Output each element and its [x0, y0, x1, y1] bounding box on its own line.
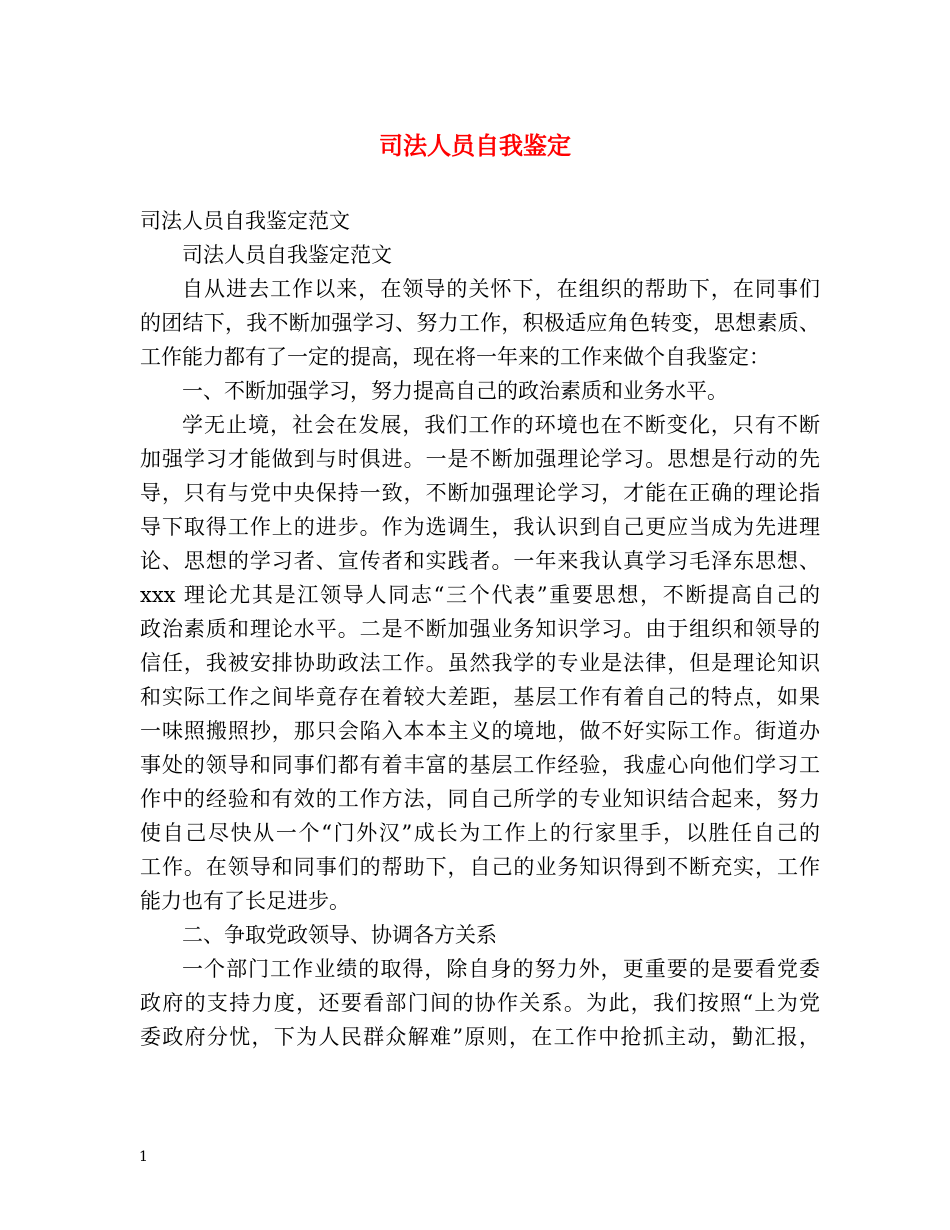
- body-line: 学无止境，社会在发展，我们工作的环境也在不断变化，只有不断: [182, 413, 820, 437]
- body-line: 的团结下，我不断加强学习、努力工作，积极适应角色转变，思想素质、: [140, 311, 820, 335]
- body-line: 司法人员自我鉴定范文: [182, 243, 392, 267]
- body-line: 一味照搬照抄，那只会陷入本本主义的境地，做不好实际工作。街道办: [140, 719, 820, 743]
- body-line: 加强学习才能做到与时俱进。一是不断加强理论学习。思想是行动的先: [140, 447, 820, 471]
- body-line: xxx 理论尤其是江领导人同志“三个代表”重要思想，不断提高自己的: [140, 583, 820, 607]
- body-line: 司法人员自我鉴定范文: [140, 209, 350, 233]
- body-line: 作中的经验和有效的工作方法，同自己所学的专业知识结合起来，努力: [140, 787, 820, 811]
- page-number: 1: [139, 1149, 148, 1165]
- body-line: 使自己尽快从一个“门外汉”成长为工作上的行家里手，以胜任自己的: [140, 821, 820, 845]
- body-line: 信任，我被安排协助政法工作。虽然我学的专业是法律，但是理论知识: [140, 651, 820, 675]
- body-line: 工作。在领导和同事们的帮助下，自己的业务知识得到不断充实，工作: [140, 855, 820, 879]
- body-line: 一个部门工作业绩的取得，除自身的努力外，更重要的是要看党委: [182, 957, 820, 981]
- body-line: 和实际工作之间毕竟存在着较大差距，基层工作有着自己的特点，如果: [140, 685, 820, 709]
- body-line: 能力也有了长足进步。: [140, 889, 350, 913]
- body-line: 政治素质和理论水平。二是不断加强业务知识学习。由于组织和领导的: [140, 617, 820, 641]
- body-line: 工作能力都有了一定的提高，现在将一年来的工作来做个自我鉴定：: [140, 345, 770, 369]
- body-line: 导，只有与党中央保持一致，不断加强理论学习，才能在正确的理论指: [140, 481, 820, 505]
- document-title: 司法人员自我鉴定: [379, 131, 571, 160]
- body-line: 导下取得工作上的进步。作为选调生，我认识到自己更应当成为先进理: [140, 515, 820, 539]
- body-line: 事处的领导和同事们都有着丰富的基层工作经验，我虚心向他们学习工: [140, 753, 820, 777]
- body-line: 委政府分忧，下为人民群众解难”原则，在工作中抢抓主动，勤汇报，: [140, 1025, 820, 1049]
- body-line: 论、思想的学习者、宣传者和实践者。一年来我认真学习毛泽东思想、: [140, 549, 820, 573]
- section-heading: 一、不断加强学习，努力提高自己的政治素质和业务水平。: [182, 379, 728, 403]
- body-line: 政府的支持力度，还要看部门间的协作关系。为此，我们按照“上为党: [140, 991, 820, 1015]
- section-heading: 二、争取党政领导、协调各方关系: [182, 923, 497, 947]
- body-line: 自从进去工作以来，在领导的关怀下，在组织的帮助下，在同事们: [182, 277, 820, 301]
